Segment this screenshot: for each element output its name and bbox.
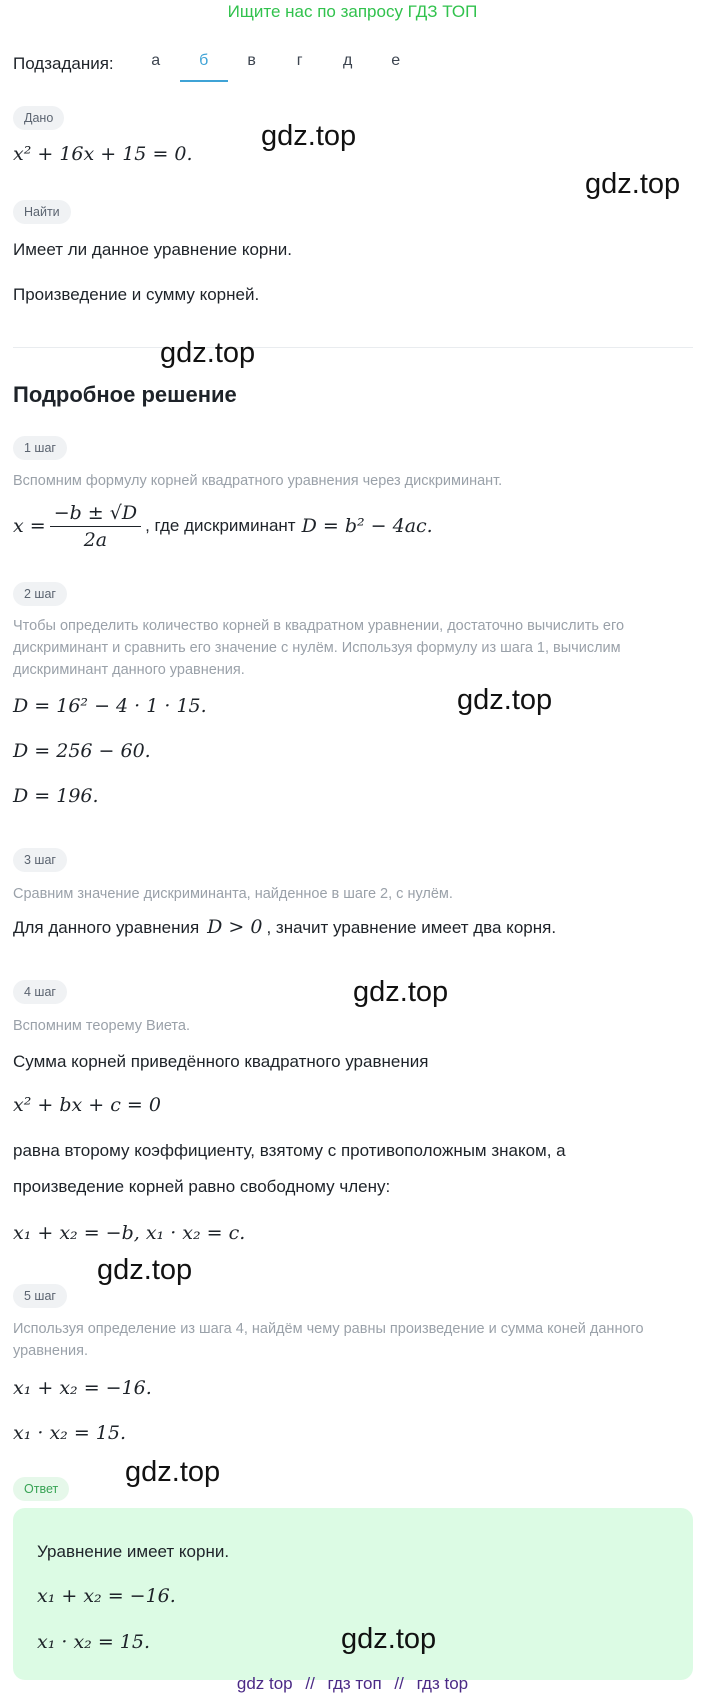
step-2-note: Чтобы определить количество корней в квадратном уравнении, достаточно вычислить его дискриминант и сравнить его значение с нулём. Используя формулу из шага 1, вычислим дискриминант данного уравнения. <box>13 618 625 678</box>
watermark: gdz.top <box>160 337 256 369</box>
step-3-chip: 3 шаг <box>13 848 67 872</box>
find-line-1: Имеет ли данное уравнение корни. <box>13 240 292 259</box>
answer-chip: Ответ <box>13 1477 69 1501</box>
step-3-note: Сравним значение дискриминанта, найденное в шаге 2, с нулём. <box>13 886 453 902</box>
watermark: gdz.top <box>125 1456 221 1488</box>
step-1-note: Вспомним формулу корней квадратного уравнения через дискриминант. <box>13 473 503 489</box>
step-3-math: D > 0 <box>207 916 263 938</box>
step-4-line-3: произведение корней равно свободному члену: <box>13 1177 391 1196</box>
formula-denominator: 2a <box>83 528 108 551</box>
watermark: gdz.top <box>261 120 357 152</box>
formula-lhs: x = <box>13 515 46 537</box>
step-5-note: Используя определение из шага 4, найдём чему равны произведение и сумма коней данного уравнения. <box>13 1321 644 1359</box>
step-4-eq: x² + bx + c = 0 <box>13 1094 161 1116</box>
watermark: gdz.top <box>353 976 449 1008</box>
footer-link-3[interactable]: гдз top <box>416 1674 469 1693</box>
answer-text: Уравнение имеет корни. <box>37 1542 230 1561</box>
step-4-note: Вспомним теорему Виета. <box>13 1018 190 1034</box>
watermark: gdz.top <box>457 684 553 716</box>
footer-link-2[interactable]: гдз топ <box>327 1674 382 1693</box>
tab-a[interactable]: а <box>151 52 161 69</box>
step-5-chip: 5 шаг <box>13 1284 67 1308</box>
formula-numerator: −b ± √D <box>50 502 141 527</box>
tab-g[interactable]: г <box>296 52 303 69</box>
step-4-chip: 4 шаг <box>13 980 67 1004</box>
step-2-chip: 2 шаг <box>13 582 67 606</box>
given-equation: x² + 16x + 15 = 0. <box>13 143 193 165</box>
step-4-eq-2: x₁ + x₂ = −b, x₁ · x₂ = c. <box>13 1222 246 1244</box>
given-chip: Дано <box>13 106 64 130</box>
step-1-formula <box>13 498 433 554</box>
tab-v[interactable]: в <box>247 52 256 69</box>
footer-link-1[interactable]: gdz top <box>236 1674 293 1693</box>
step-1-chip: 1 шаг <box>13 436 67 460</box>
find-chip: Найти <box>13 200 71 224</box>
solution-title: Подробное решение <box>13 382 237 407</box>
step-3-text-before: Для данного уравнения <box>13 918 200 937</box>
tab-d[interactable]: д <box>342 52 353 69</box>
watermark: gdz.top <box>585 168 681 200</box>
footer-links <box>0 1674 705 1694</box>
step-4-line-1: Сумма корней приведённого квадратного уравнения <box>13 1052 429 1071</box>
formula-rhs: D = b² − 4ac. <box>301 515 433 537</box>
step-5-eq-2: x₁ · x₂ = 15. <box>13 1422 126 1444</box>
step-2-eq-2: D = 256 − 60. <box>13 740 151 762</box>
tab-e[interactable]: е <box>391 52 401 69</box>
search-banner: Ищите нас по запросу ГДЗ ТОП <box>227 2 478 21</box>
step-3-statement <box>13 916 556 938</box>
answer-eq-2: x₁ · x₂ = 15. <box>37 1631 150 1653</box>
tabs-label: Подзадания: <box>13 54 114 73</box>
formula-middle-text: , где дискриминант <box>145 516 296 535</box>
subtask-tabs <box>13 46 420 82</box>
answer-eq-1: x₁ + x₂ = −16. <box>37 1585 176 1607</box>
step-5-eq-1: x₁ + x₂ = −16. <box>13 1377 152 1399</box>
find-line-2: Произведение и сумму корней. <box>13 285 260 304</box>
step-3-text-after: , значит уравнение имеет два корня. <box>266 918 557 937</box>
watermark: gdz.top <box>341 1623 437 1655</box>
watermark: gdz.top <box>97 1254 193 1286</box>
footer-separator: // <box>305 1674 315 1693</box>
formula-fraction <box>50 502 141 551</box>
section-divider <box>13 347 693 348</box>
step-2-eq-3: D = 196. <box>13 785 99 807</box>
footer-separator: // <box>394 1674 404 1693</box>
step-2-eq-1: D = 16² − 4 · 1 · 15. <box>13 695 207 717</box>
tab-b[interactable]: б <box>180 46 228 82</box>
step-4-line-2: равна второму коэффициенту, взятому с противоположным знаком, а <box>13 1141 566 1160</box>
